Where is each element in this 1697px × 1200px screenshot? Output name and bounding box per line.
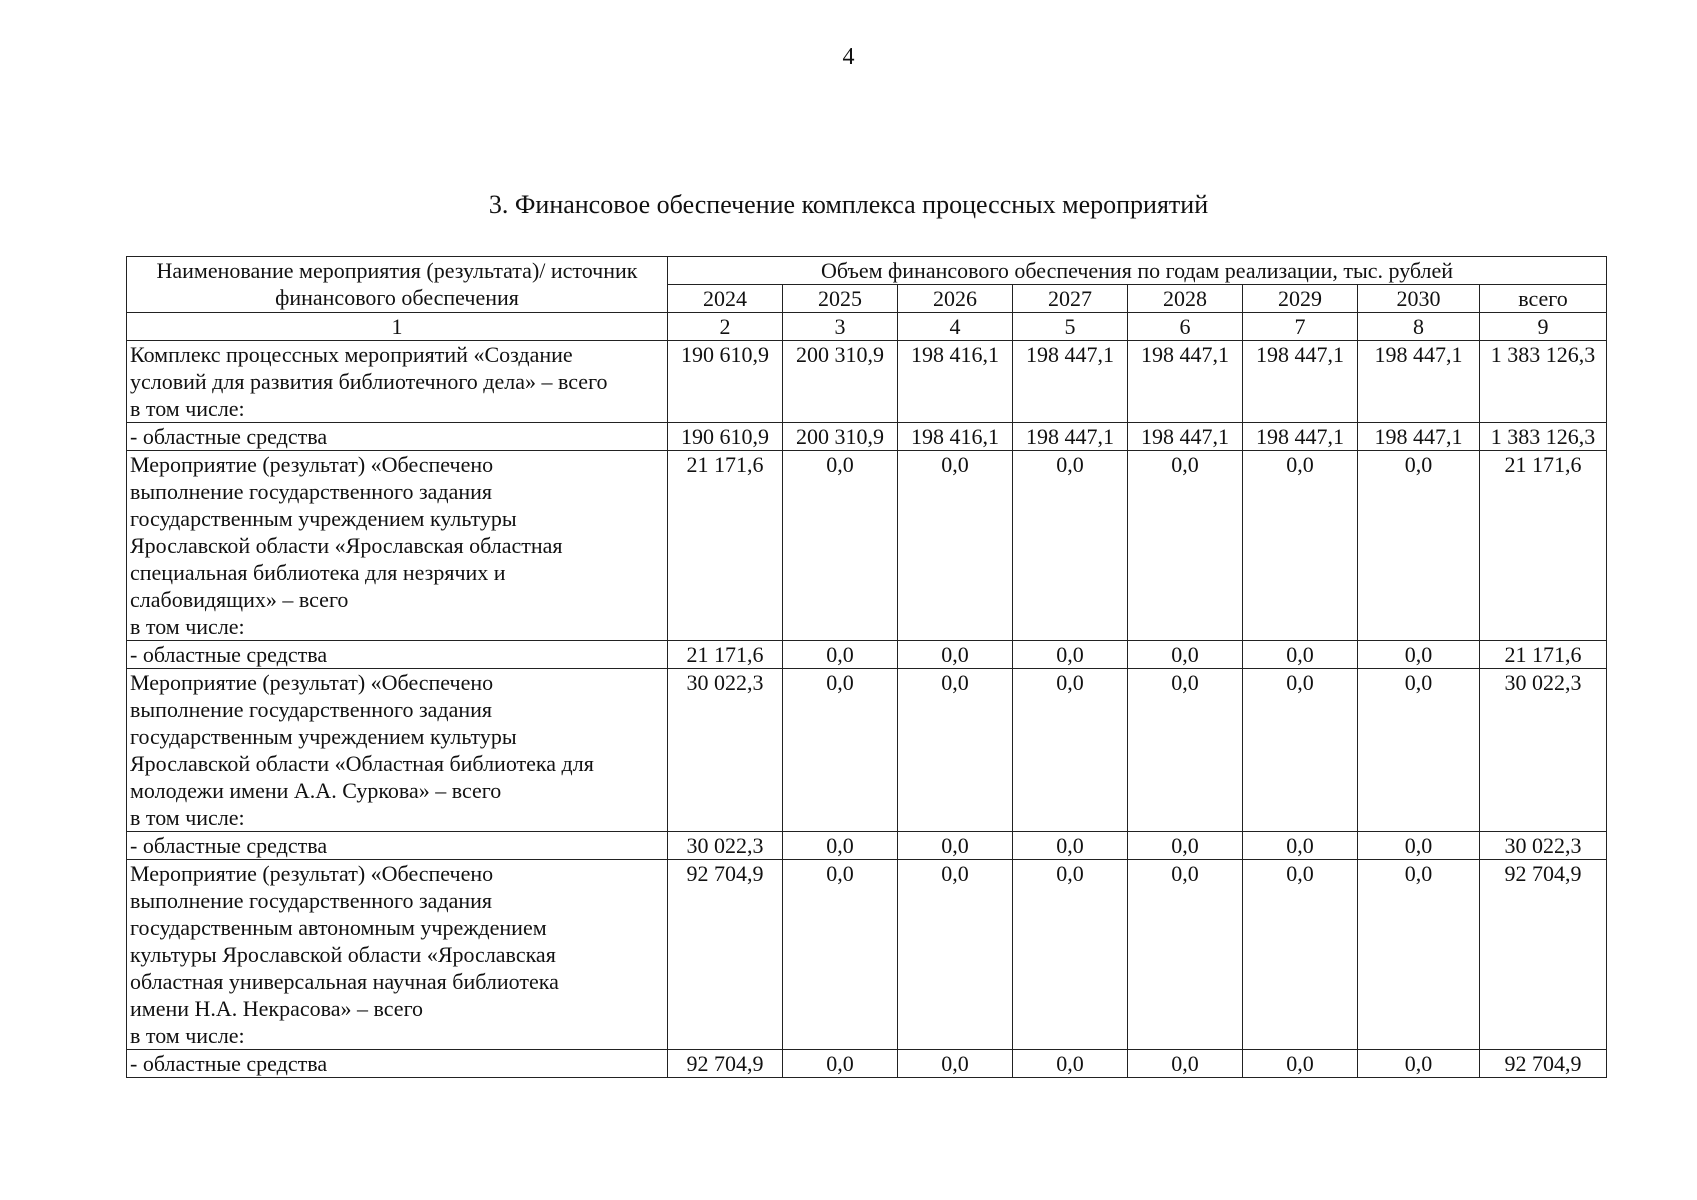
year-header: 2024 <box>668 285 783 313</box>
row-name: - областные средства <box>127 832 668 860</box>
year-header: 2028 <box>1128 285 1243 313</box>
year-header: 2027 <box>1013 285 1128 313</box>
header-name-cell: Наименование мероприятия (результата)/ источник финансового обеспечения <box>127 257 668 313</box>
row-name: - областные средства <box>127 641 668 669</box>
header-row-1 <box>127 257 1607 285</box>
value-cell: 0,0 <box>1243 832 1358 860</box>
value-cell: 198 447,1 <box>1128 423 1243 451</box>
value-cell: 0,0 <box>1013 451 1128 641</box>
financing-table <box>126 256 1607 1078</box>
row-name: Комплекс процессных мероприятий «Создание условий для развития библиотечного дела» – всего в том числе: <box>127 341 668 423</box>
table-row <box>127 1050 1607 1078</box>
year-header: 2030 <box>1358 285 1480 313</box>
value-cell: 0,0 <box>898 832 1013 860</box>
row-name: Мероприятие (результат) «Обеспечено выполнение государственного задания государственным учреждением культуры Ярославской области «Ярославская областная специальная библиотека для незрячих и слабовидящих» – всего в том числе: <box>127 451 668 641</box>
value-cell: 0,0 <box>783 451 898 641</box>
value-cell: 0,0 <box>1013 669 1128 832</box>
column-number: 4 <box>898 313 1013 341</box>
value-cell: 198 447,1 <box>1243 341 1358 423</box>
value-cell: 200 310,9 <box>783 341 898 423</box>
total-cell: 30 022,3 <box>1480 832 1607 860</box>
value-cell: 0,0 <box>1358 641 1480 669</box>
value-cell: 198 447,1 <box>1358 423 1480 451</box>
value-cell: 0,0 <box>1358 832 1480 860</box>
total-cell: 30 022,3 <box>1480 669 1607 832</box>
total-header: всего <box>1480 285 1607 313</box>
total-cell: 92 704,9 <box>1480 1050 1607 1078</box>
value-cell: 0,0 <box>1243 641 1358 669</box>
table-row <box>127 669 1607 832</box>
section-title: 3. Финансовое обеспечение комплекса процессных мероприятий <box>488 190 1209 219</box>
value-cell: 0,0 <box>1358 451 1480 641</box>
table-row <box>127 423 1607 451</box>
value-cell: 0,0 <box>783 860 898 1050</box>
value-cell: 0,0 <box>898 641 1013 669</box>
value-cell: 92 704,9 <box>668 1050 783 1078</box>
value-cell: 0,0 <box>1358 1050 1480 1078</box>
value-cell: 198 447,1 <box>1013 423 1128 451</box>
table-row <box>127 832 1607 860</box>
total-cell: 21 171,6 <box>1480 641 1607 669</box>
table-row <box>127 341 1607 423</box>
value-cell: 0,0 <box>1358 669 1480 832</box>
value-cell: 200 310,9 <box>783 423 898 451</box>
table-row <box>127 860 1607 1050</box>
column-number: 8 <box>1358 313 1480 341</box>
total-cell: 1 383 126,3 <box>1480 341 1607 423</box>
column-number: 6 <box>1128 313 1243 341</box>
column-number-row <box>127 313 1607 341</box>
column-number: 3 <box>783 313 898 341</box>
value-cell: 0,0 <box>898 451 1013 641</box>
value-cell: 190 610,9 <box>668 341 783 423</box>
value-cell: 198 447,1 <box>1358 341 1480 423</box>
value-cell: 21 171,6 <box>668 641 783 669</box>
value-cell: 0,0 <box>783 1050 898 1078</box>
value-cell: 30 022,3 <box>668 832 783 860</box>
row-name: Мероприятие (результат) «Обеспечено выполнение государственного задания государственным учреждением культуры Ярославской области «Областная библиотека для молодежи имени А.А. Суркова» – всего в том числе: <box>127 669 668 832</box>
value-cell: 0,0 <box>898 669 1013 832</box>
table-row <box>127 451 1607 641</box>
value-cell: 0,0 <box>1358 860 1480 1050</box>
value-cell: 0,0 <box>1243 1050 1358 1078</box>
column-number: 1 <box>127 313 668 341</box>
value-cell: 0,0 <box>1128 832 1243 860</box>
year-header: 2025 <box>783 285 898 313</box>
year-header: 2029 <box>1243 285 1358 313</box>
value-cell: 198 447,1 <box>1013 341 1128 423</box>
year-header: 2026 <box>898 285 1013 313</box>
row-name: - областные средства <box>127 423 668 451</box>
value-cell: 0,0 <box>1243 860 1358 1050</box>
total-cell: 92 704,9 <box>1480 860 1607 1050</box>
column-number: 5 <box>1013 313 1128 341</box>
header-volume-cell: Объем финансового обеспечения по годам реализации, тыс. рублей <box>668 257 1607 285</box>
value-cell: 0,0 <box>1013 860 1128 1050</box>
value-cell: 190 610,9 <box>668 423 783 451</box>
column-number: 2 <box>668 313 783 341</box>
value-cell: 0,0 <box>1013 1050 1128 1078</box>
value-cell: 198 416,1 <box>898 341 1013 423</box>
value-cell: 0,0 <box>1128 1050 1243 1078</box>
table-row <box>127 641 1607 669</box>
value-cell: 30 022,3 <box>668 669 783 832</box>
value-cell: 0,0 <box>1243 451 1358 641</box>
value-cell: 21 171,6 <box>668 451 783 641</box>
value-cell: 0,0 <box>898 860 1013 1050</box>
value-cell: 0,0 <box>898 1050 1013 1078</box>
value-cell: 92 704,9 <box>668 860 783 1050</box>
total-cell: 1 383 126,3 <box>1480 423 1607 451</box>
value-cell: 0,0 <box>1013 832 1128 860</box>
value-cell: 0,0 <box>1128 669 1243 832</box>
column-number: 9 <box>1480 313 1607 341</box>
total-cell: 21 171,6 <box>1480 451 1607 641</box>
row-name: Мероприятие (результат) «Обеспечено выполнение государственного задания государственным автономным учреждением культуры Ярославской области «Ярославская областная универсальная научная библиотека имени Н.А. Некрасова» – всего в том числе: <box>127 860 668 1050</box>
value-cell: 0,0 <box>1243 669 1358 832</box>
value-cell: 0,0 <box>783 832 898 860</box>
row-name: - областные средства <box>127 1050 668 1078</box>
value-cell: 0,0 <box>1128 641 1243 669</box>
value-cell: 198 447,1 <box>1243 423 1358 451</box>
value-cell: 0,0 <box>783 669 898 832</box>
value-cell: 0,0 <box>1013 641 1128 669</box>
value-cell: 0,0 <box>783 641 898 669</box>
value-cell: 0,0 <box>1128 860 1243 1050</box>
page-number: 4 <box>842 44 855 70</box>
value-cell: 198 416,1 <box>898 423 1013 451</box>
column-number: 7 <box>1243 313 1358 341</box>
value-cell: 0,0 <box>1128 451 1243 641</box>
value-cell: 198 447,1 <box>1128 341 1243 423</box>
